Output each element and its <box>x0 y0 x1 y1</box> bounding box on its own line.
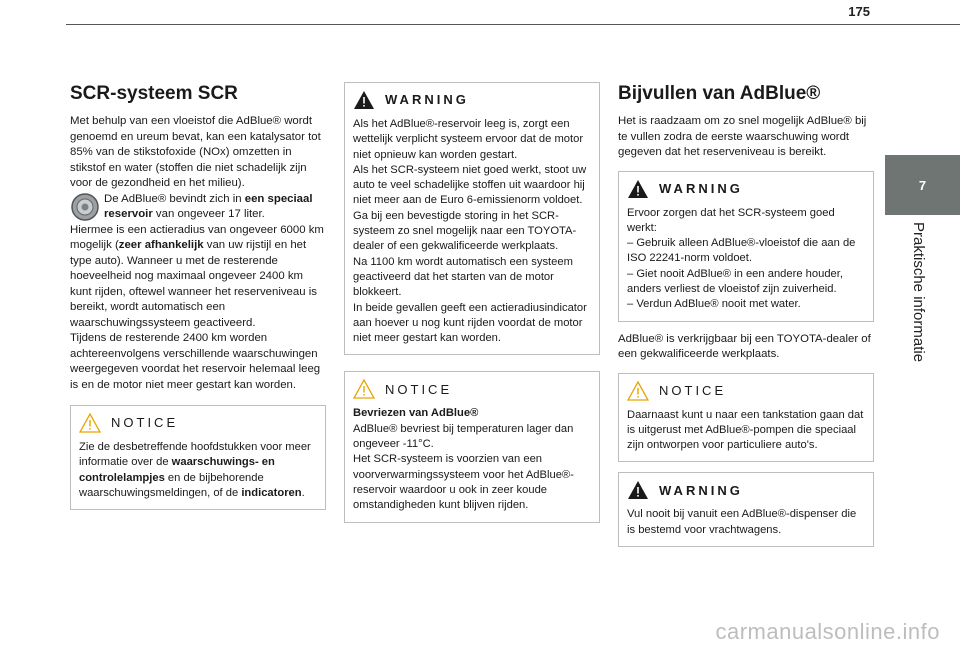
column-refill <box>618 82 874 555</box>
warning-list-item: – Gebruik alleen AdBlue®-vloeistof die aan de ISO 22241-norm voldoet. <box>627 237 856 265</box>
warning-triangle-icon <box>627 179 649 199</box>
warning-text: Vul nooit bij vanuit een AdBlue®-dispenser die is bestemd voor vrachtwagens. <box>627 508 857 536</box>
warning-text: Als het AdBlue®-reservoir leeg is, zorgt een wettelijk verplicht systeem ervoor dat de motor niet opnieuw kan worden gestart. <box>353 118 584 161</box>
notice-text: Het SCR-systeem is voorzien van een voorverwarmingssysteem voor het AdBlue®-reservoir waardoor u ook in zeer koude omstandigheden kunt blijven rijden. <box>353 453 574 512</box>
notice-triangle-icon <box>353 379 375 399</box>
scr-warning-sequence: Tijdens de resterende 2400 km worden achtereenvolgens verschillende waarschuwingen weergegeven voordat het reservoir helemaal leeg is en de motor niet meer gestart kan worden. <box>70 332 321 391</box>
warning-box-col2 <box>344 82 600 355</box>
warning-text: Ervoor zorgen dat het SCR-systeem goed werkt: <box>627 206 835 234</box>
warning-label: WARNING <box>659 482 743 498</box>
header-rule <box>66 24 960 25</box>
warning-box-col3 <box>618 171 874 322</box>
section-title-scr: SCR-systeem SCR <box>70 83 238 104</box>
column-scr-system <box>70 82 326 518</box>
chapter-title-vertical <box>907 222 927 382</box>
notice-box-col3 <box>618 373 874 463</box>
column-warnings <box>344 82 600 531</box>
chapter-number: 7 <box>918 177 927 193</box>
notice-box-col2 <box>344 371 600 522</box>
scr-range-text: Hiermee is een actieradius van ongeveer 6000 km mogelijk (zeer afhankelijk van uw rijstijl en het type auto). Wanneer u met de resterende hoeveelheid nog maximaal ongeveer 2400 km kunt rijden, oftewel wanneer het reserveniveau is bereikt, wordt automatisch een waarschuwingssysteem geactiveerd. <box>70 223 324 329</box>
adblue-reservoir-icon <box>70 192 100 222</box>
reservoir-emphasis: een speciaal reservoir <box>104 192 313 220</box>
warning-triangle-icon <box>353 90 375 110</box>
notice-text: AdBlue® bevriest bij temperaturen lager dan ongeveer -11°C. <box>353 422 574 451</box>
notice-label: NOTICE <box>659 382 727 398</box>
warning-text: Ga bij een bevestigde storing in het SCR-systeem zo snel mogelijk naar een TOYOTA-dealer of een gekwalificeerde werkplaats. <box>353 209 577 253</box>
warning-list-item: – Giet nooit AdBlue® in een andere houder, anders verliest de vloeistof zijn zuiverheid. <box>627 267 843 295</box>
notice-text: Daarnaast kunt u naar een tankstation gaan dat is uitgerust met AdBlue®-pompen die speciaal zijn ontworpen voor particuliere auto's. <box>627 408 864 452</box>
refill-intro: Het is raadzaam om zo snel mogelijk AdBlue® bij te vullen zodra de eerste waarschuwing wordt gegeven dat het reserveniveau is bereikt. <box>618 115 867 158</box>
notice-label: NOTICE <box>111 415 179 431</box>
scr-intro: Met behulp van een vloeistof die AdBlue® wordt genoemd en ureum bevat, kan een katalysator tot 85% van de stikstofoxide (NOx) omzetten in stikstof en water (stoffen die niet schadelijk zijn voor de gezondheid en het milieu). <box>70 115 321 189</box>
page-number: 175 <box>848 4 870 19</box>
watermark: carmanualsonline.info <box>715 619 940 644</box>
warning-list-item: – Verdun AdBlue® nooit met water. <box>627 298 801 311</box>
section-title-refill: Bijvullen van AdBlue® <box>618 83 821 104</box>
warning-text: In beide gevallen geeft een actieradiusindicator aan hoever u nog kunt rijden voordat de motor niet meer gestart kan worden. <box>353 301 587 345</box>
notice-text: Zie de desbetreffende hoofdstukken voor meer informatie over de waarschuwings- en controlelampjes en de bijbehorende waarschuwingsmeldingen, of de indicatoren. <box>79 441 311 499</box>
warning-label: WARNING <box>659 180 743 196</box>
warning-text: Na 1100 km wordt automatisch een systeem geactiveerd dat het starten van de motor blokkeert. <box>353 255 573 299</box>
notice-label: NOTICE <box>385 381 453 397</box>
notice-triangle-icon <box>79 413 101 433</box>
warning-text: Als het SCR-systeem niet goed werkt, stoot uw auto te veel schadelijke stoffen uit waardoor hij niet meer aan de Euro 6-emissienorm voldoet. <box>353 163 587 207</box>
chapter-title: Praktische informatie <box>910 222 927 363</box>
notice-box-col1 <box>70 405 326 510</box>
warning-label: WARNING <box>385 92 469 108</box>
availability-text: AdBlue® is verkrijgbaar bij een TOYOTA-dealer of een gekwalificeerde werkplaats. <box>618 332 871 361</box>
warning-triangle-icon <box>627 480 649 500</box>
warning-box-col3-bottom <box>618 472 874 547</box>
notice-triangle-icon <box>627 381 649 401</box>
reservoir-paragraph: De AdBlue® bevindt zich in een speciaal reservoir van ongeveer 17 liter. <box>70 192 326 223</box>
chapter-tab[interactable] <box>885 155 960 215</box>
notice-title: Bevriezen van AdBlue® <box>353 407 479 420</box>
